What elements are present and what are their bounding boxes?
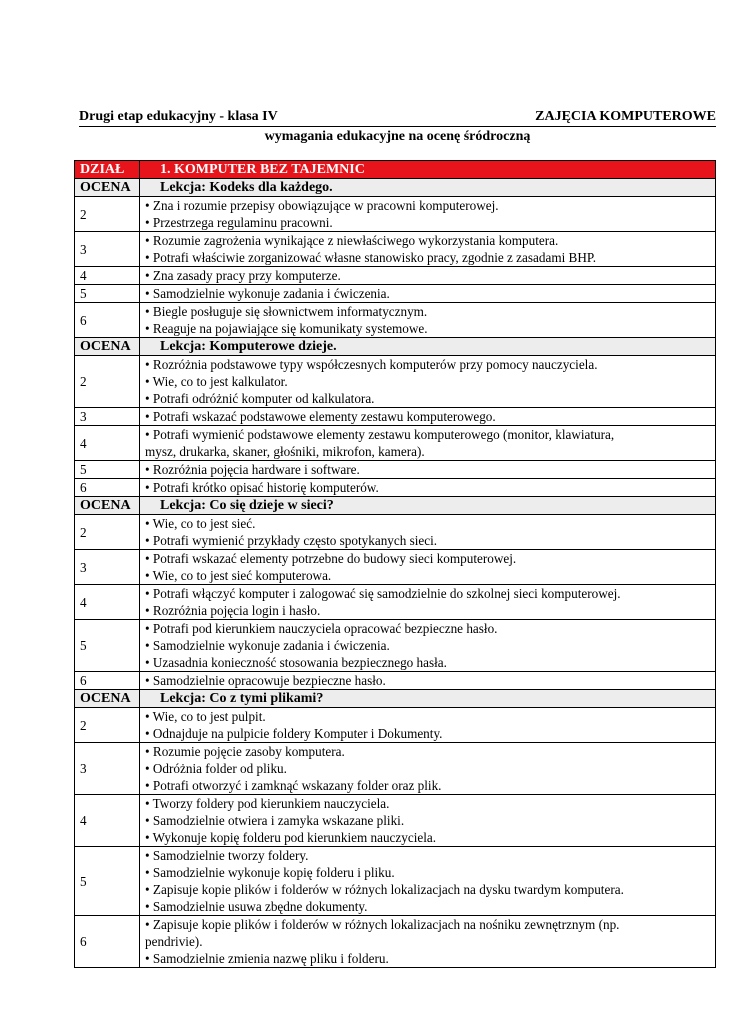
grade-value: 5: [75, 620, 140, 672]
requirement-list: [140, 479, 716, 497]
lesson-title: Lekcja: Co się dzieje w sieci?: [140, 497, 716, 515]
grade-value: 2: [75, 356, 140, 408]
grade-column-label: OCENA: [75, 338, 140, 356]
requirement-item: • Potrafi wskazać elementy potrzebne do budowy sieci komputerowej.: [145, 551, 517, 566]
grade-value: 5: [75, 847, 140, 916]
lesson-title: Lekcja: Co z tymi plikami?: [140, 690, 716, 708]
requirement-item: • Samodzielnie zmienia nazwę pliku i folderu.: [145, 951, 389, 966]
requirement-item: pendrivie).: [145, 934, 203, 949]
section-title: 1. KOMPUTER BEZ TAJEMNIC: [140, 161, 716, 179]
requirement-item: • Wie, co to jest kalkulator.: [145, 374, 288, 389]
requirements-table: [74, 160, 716, 968]
grade-value: 4: [75, 795, 140, 847]
requirement-item: • Rozumie pojęcie zasoby komputera.: [145, 744, 345, 759]
requirement-list: [140, 620, 716, 672]
grade-row: [75, 515, 716, 550]
grade-value: 5: [75, 461, 140, 479]
requirement-list: [140, 916, 716, 968]
grade-row: [75, 743, 716, 795]
requirement-item: • Zapisuje kopie plików i folderów w różnych lokalizacjach na dysku twardym komputera.: [145, 882, 624, 897]
grade-row: [75, 303, 716, 338]
grade-row: [75, 795, 716, 847]
section-label: DZIAŁ: [75, 161, 140, 179]
requirement-item: • Zapisuje kopie plików i folderów w różnych lokalizacjach na nośniku zewnętrznym (np.: [145, 917, 620, 932]
requirement-item: • Potrafi wskazać podstawowe elementy zestawu komputerowego.: [145, 409, 496, 424]
grade-row: [75, 197, 716, 232]
requirement-item: • Potrafi pod kierunkiem nauczyciela opracować bezpieczne hasło.: [145, 621, 498, 636]
lesson-header-row: [75, 497, 716, 515]
section-row: [75, 161, 716, 179]
requirement-list: [140, 426, 716, 461]
grade-value: 4: [75, 426, 140, 461]
requirement-item: • Samodzielnie tworzy foldery.: [145, 848, 309, 863]
grade-value: 2: [75, 197, 140, 232]
requirement-item: • Potrafi włączyć komputer i zalogować się samodzielnie do szkolnej sieci komputerowej.: [145, 586, 621, 601]
requirement-list: [140, 267, 716, 285]
grade-value: 3: [75, 408, 140, 426]
grade-row: [75, 479, 716, 497]
grade-row: [75, 708, 716, 743]
requirement-list: [140, 743, 716, 795]
grade-row: [75, 356, 716, 408]
requirement-item: • Tworzy foldery pod kierunkiem nauczyciela.: [145, 796, 390, 811]
requirement-item: • Samodzielnie wykonuje kopię folderu i pliku.: [145, 865, 395, 880]
requirement-item: • Potrafi otworzyć i zamknąć wskazany folder oraz plik.: [145, 778, 442, 793]
grade-value: 2: [75, 515, 140, 550]
requirement-item: • Odnajduje na pulpicie foldery Komputer i Dokumenty.: [145, 726, 443, 741]
requirement-list: [140, 672, 716, 690]
requirement-item: • Samodzielnie usuwa zbędne dokumenty.: [145, 899, 368, 914]
requirement-list: [140, 515, 716, 550]
grade-row: [75, 461, 716, 479]
requirement-item: • Wykonuje kopię folderu pod kierunkiem nauczyciela.: [145, 830, 437, 845]
requirement-list: [140, 550, 716, 585]
grade-column-label: OCENA: [75, 497, 140, 515]
grade-value: 6: [75, 479, 140, 497]
requirement-item: • Samodzielnie wykonuje zadania i ćwiczenia.: [145, 286, 390, 301]
requirement-item: • Rozumie zagrożenia wynikające z niewłaściwego wykorzystania komputera.: [145, 233, 559, 248]
requirement-item: • Odróżnia folder od pliku.: [145, 761, 287, 776]
grade-row: [75, 585, 716, 620]
grade-row: [75, 847, 716, 916]
grade-row: [75, 916, 716, 968]
grade-row: [75, 620, 716, 672]
requirement-list: [140, 197, 716, 232]
requirement-item: • Samodzielnie opracowuje bezpieczne hasło.: [145, 673, 386, 688]
requirement-list: [140, 303, 716, 338]
header-subject: ZAJĘCIA KOMPUTEROWE: [535, 109, 716, 124]
requirement-item: • Samodzielnie wykonuje zadania i ćwiczenia.: [145, 638, 390, 653]
requirement-item: • Potrafi odróżnić komputer od kalkulatora.: [145, 391, 375, 406]
requirement-item: • Rozróżnia pojęcia login i hasło.: [145, 603, 321, 618]
lesson-title: Lekcja: Kodeks dla każdego.: [140, 179, 716, 197]
requirement-list: [140, 795, 716, 847]
requirement-item: • Potrafi właściwie zorganizować własne stanowisko pracy, zgodnie z zasadami BHP.: [145, 250, 597, 265]
requirement-list: [140, 232, 716, 267]
grade-row: [75, 267, 716, 285]
requirement-item: • Biegle posługuje się słownictwem informatycznym.: [145, 304, 428, 319]
requirement-list: [140, 585, 716, 620]
requirement-list: [140, 285, 716, 303]
grade-column-label: OCENA: [75, 179, 140, 197]
requirements-table-body: [75, 161, 716, 968]
requirement-item: • Rozróżnia pojęcia hardware i software.: [145, 462, 360, 477]
lesson-title: Lekcja: Komputerowe dzieje.: [140, 338, 716, 356]
header-stage-class: Drugi etap edukacyjny - klasa IV: [79, 109, 278, 124]
grade-row: [75, 408, 716, 426]
grade-value: 2: [75, 708, 140, 743]
requirement-item: • Wie, co to jest pulpit.: [145, 709, 266, 724]
grade-row: [75, 550, 716, 585]
requirement-item: • Przestrzega regulaminu pracowni.: [145, 215, 333, 230]
grade-value: 6: [75, 672, 140, 690]
requirement-list: [140, 847, 716, 916]
lesson-header-row: [75, 338, 716, 356]
page-subtitle: wymagania edukacyjne na ocenę śródroczną: [264, 129, 531, 144]
requirement-item: • Wie, co to jest sieć komputerowa.: [145, 568, 332, 583]
requirement-item: • Potrafi wymienić przykłady często spotykanych sieci.: [145, 533, 438, 548]
grade-value: 3: [75, 743, 140, 795]
grade-value: 3: [75, 232, 140, 267]
requirement-item: • Samodzielnie otwiera i zamyka wskazane pliki.: [145, 813, 405, 828]
requirement-list: [140, 461, 716, 479]
requirement-item: • Potrafi wymienić podstawowe elementy zestawu komputerowego (monitor, klawiatura,: [145, 427, 615, 442]
requirement-item: • Uzasadnia konieczność stosowania bezpiecznego hasła.: [145, 655, 447, 670]
requirement-item: • Potrafi krótko opisać historię komputerów.: [145, 480, 379, 495]
grade-row: [75, 285, 716, 303]
requirement-item: • Zna i rozumie przepisy obowiązujące w pracowni komputerowej.: [145, 198, 499, 213]
lesson-header-row: [75, 690, 716, 708]
requirement-list: [140, 708, 716, 743]
requirement-item: • Zna zasady pracy przy komputerze.: [145, 268, 341, 283]
grade-value: 6: [75, 303, 140, 338]
lesson-header-row: [75, 179, 716, 197]
grade-row: [75, 426, 716, 461]
page-header: [79, 108, 716, 127]
requirement-item: • Rozróżnia podstawowe typy współczesnych komputerów przy pomocy nauczyciela.: [145, 357, 598, 372]
grade-column-label: OCENA: [75, 690, 140, 708]
grade-row: [75, 232, 716, 267]
requirement-list: [140, 408, 716, 426]
grade-value: 4: [75, 267, 140, 285]
grade-value: 5: [75, 285, 140, 303]
requirement-list: [140, 356, 716, 408]
grade-value: 6: [75, 916, 140, 968]
requirement-item: • Reaguje na pojawiające się komunikaty systemowe.: [145, 321, 428, 336]
grade-value: 4: [75, 585, 140, 620]
grade-row: [75, 672, 716, 690]
requirement-item: mysz, drukarka, skaner, głośniki, mikrofon, kamera).: [145, 444, 425, 459]
requirement-item: • Wie, co to jest sieć.: [145, 516, 256, 531]
grade-value: 3: [75, 550, 140, 585]
